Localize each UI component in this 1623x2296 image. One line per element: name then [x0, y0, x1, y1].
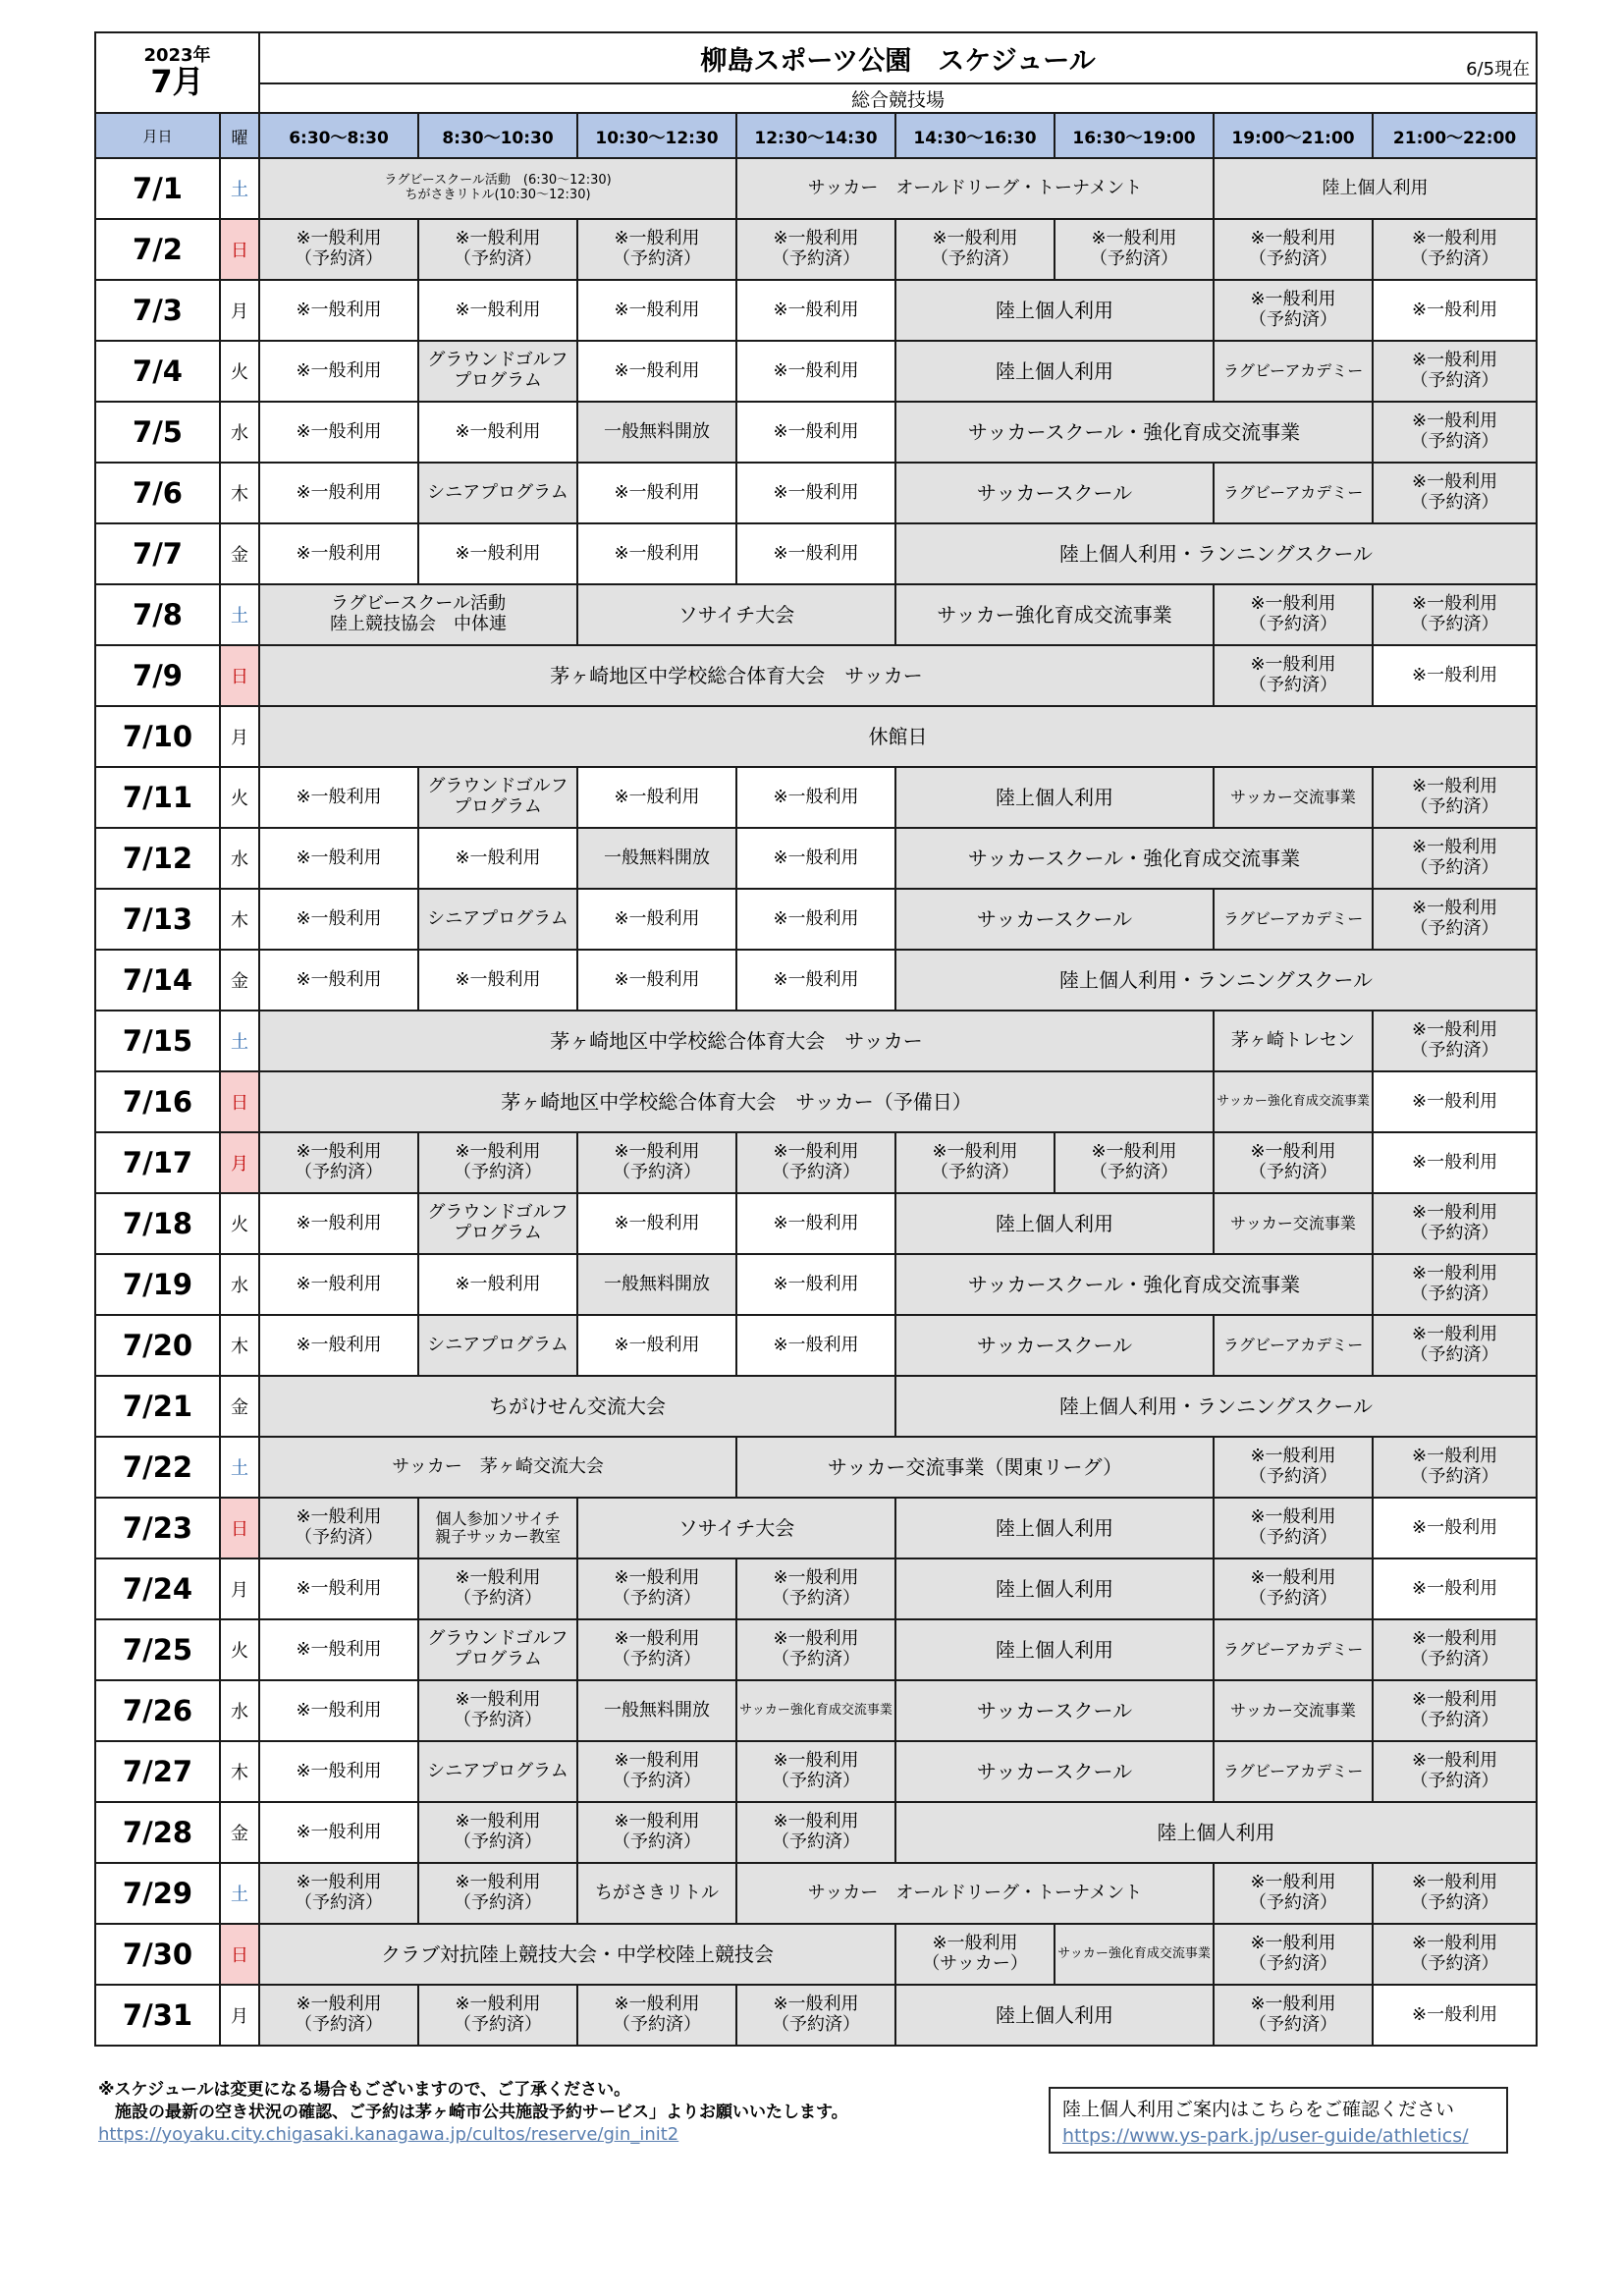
schedule-cell: ※一般利用 — [1373, 645, 1537, 706]
schedule-cell: ※一般利用 — [736, 1254, 895, 1315]
weekday-cell: 金 — [220, 523, 259, 584]
schedule-cell: サッカー強化育成交流事業 — [895, 584, 1214, 645]
weekday-cell: 火 — [220, 1619, 259, 1680]
schedule-cell: 茅ヶ崎地区中学校総合体育大会 サッカー — [259, 1011, 1214, 1071]
slot-header: 8:30～10:30 — [418, 113, 577, 158]
weekday-cell: 土 — [220, 584, 259, 645]
schedule-cell: ※一般利用 （予約済） — [895, 1132, 1055, 1193]
slot-header: 6:30～8:30 — [259, 113, 418, 158]
schedule-cell: サッカースクール・強化育成交流事業 — [895, 828, 1373, 889]
schedule-cell: ※一般利用 （予約済） — [1373, 828, 1537, 889]
schedule-cell: ※一般利用 （予約済） — [1214, 1437, 1373, 1498]
schedule-row — [95, 1680, 1537, 1741]
schedule-cell: ※一般利用 （予約済） — [1214, 1863, 1373, 1924]
slot-header: 12:30～14:30 — [736, 113, 895, 158]
schedule-row — [95, 402, 1537, 463]
weekday-cell: 木 — [220, 889, 259, 950]
schedule-cell: ※一般利用 （予約済） — [577, 1802, 736, 1863]
schedule-row — [95, 1498, 1537, 1558]
schedule-cell: ※一般利用 （予約済） — [1055, 219, 1214, 280]
schedule-cell: ※一般利用 （予約済） — [1214, 1498, 1373, 1558]
reservation-link[interactable]: https://yoyaku.city.chigasaki.kanagawa.jp/cultos/reserve/gin_init2 — [98, 2124, 679, 2145]
schedule-cell: ※一般利用 （予約済） — [418, 1863, 577, 1924]
schedule-cell: ※一般利用 （予約済） — [1214, 219, 1373, 280]
venue-label: 総合競技場 — [259, 83, 1537, 113]
schedule-cell: 陸上個人利用 — [895, 341, 1214, 402]
athletics-info-box — [1049, 2087, 1508, 2154]
date-cell: 7/31 — [95, 1985, 220, 2046]
weekday-cell: 日 — [220, 219, 259, 280]
schedule-cell: サッカー交流事業 — [1214, 1680, 1373, 1741]
schedule-cell: ※一般利用 （サッカー） — [895, 1924, 1055, 1985]
schedule-cell: 個人参加ソサイチ 親子サッカー教室 — [418, 1498, 577, 1558]
date-cell: 7/17 — [95, 1132, 220, 1193]
date-cell: 7/16 — [95, 1071, 220, 1132]
schedule-cell: 陸上個人利用 — [1214, 158, 1537, 219]
schedule-body — [95, 32, 1537, 2046]
schedule-cell: ※一般利用 （予約済） — [577, 1132, 736, 1193]
schedule-row — [95, 1011, 1537, 1071]
schedule-cell: サッカー交流事業（関東リーグ） — [736, 1437, 1214, 1498]
date-cell: 7/21 — [95, 1376, 220, 1437]
weekday-cell: 木 — [220, 1315, 259, 1376]
date-cell: 7/12 — [95, 828, 220, 889]
schedule-cell: ラグビーアカデミー — [1214, 1741, 1373, 1802]
col-date-header: 月日 — [95, 113, 220, 158]
schedule-cell: ラグビーアカデミー — [1214, 889, 1373, 950]
schedule-cell: ※一般利用 — [736, 828, 895, 889]
schedule-cell: ※一般利用 （予約済） — [736, 1619, 895, 1680]
schedule-cell: シニアプログラム — [418, 1741, 577, 1802]
schedule-cell: ※一般利用 （予約済） — [1373, 1741, 1537, 1802]
schedule-cell: 一般無料開放 — [577, 402, 736, 463]
schedule-cell: サッカースクール — [895, 463, 1214, 523]
schedule-cell: ※一般利用 （予約済） — [1373, 219, 1537, 280]
schedule-cell: ※一般利用 — [577, 950, 736, 1011]
schedule-cell: ※一般利用 （予約済） — [1214, 1924, 1373, 1985]
weekday-cell: 土 — [220, 158, 259, 219]
schedule-row — [95, 889, 1537, 950]
schedule-cell: ラグビースクール活動 (6:30～12:30) ちがさきリトル(10:30～12:30) — [259, 158, 736, 219]
schedule-row — [95, 1863, 1537, 1924]
schedule-cell: ※一般利用 （予約済） — [1055, 1132, 1214, 1193]
schedule-cell: 茅ヶ崎トレセン — [1214, 1011, 1373, 1071]
schedule-cell: ソサイチ大会 — [577, 1498, 895, 1558]
date-cell: 7/9 — [95, 645, 220, 706]
weekday-cell: 木 — [220, 463, 259, 523]
schedule-row — [95, 706, 1537, 767]
date-cell: 7/20 — [95, 1315, 220, 1376]
schedule-cell: サッカースクール — [895, 1315, 1214, 1376]
weekday-cell: 月 — [220, 1558, 259, 1619]
schedule-cell: ※一般利用 （予約済） — [1373, 1315, 1537, 1376]
weekday-cell: 土 — [220, 1437, 259, 1498]
schedule-cell: 陸上個人利用・ランニングスクール — [895, 950, 1537, 1011]
schedule-cell: ※一般利用 — [259, 523, 418, 584]
schedule-cell: ※一般利用 — [736, 523, 895, 584]
schedule-row — [95, 158, 1537, 219]
weekday-cell: 火 — [220, 767, 259, 828]
date-cell: 7/4 — [95, 341, 220, 402]
date-cell: 7/3 — [95, 280, 220, 341]
schedule-cell: サッカー交流事業 — [1214, 1193, 1373, 1254]
schedule-row — [95, 584, 1537, 645]
schedule-cell: クラブ対抗陸上競技大会・中学校陸上競技会 — [259, 1924, 895, 1985]
schedule-cell: ※一般利用 （予約済） — [259, 1498, 418, 1558]
date-cell: 7/15 — [95, 1011, 220, 1071]
schedule-row — [95, 1558, 1537, 1619]
schedule-cell: サッカー強化育成交流事業 — [736, 1680, 895, 1741]
schedule-cell: ラグビーアカデミー — [1214, 1315, 1373, 1376]
schedule-cell: ※一般利用 — [259, 1193, 418, 1254]
schedule-cell: サッカー 茅ヶ崎交流大会 — [259, 1437, 736, 1498]
slot-header-row — [95, 113, 1537, 158]
schedule-row — [95, 1132, 1537, 1193]
schedule-cell: ※一般利用 — [1373, 280, 1537, 341]
date-cell: 7/10 — [95, 706, 220, 767]
schedule-cell: ※一般利用 — [736, 341, 895, 402]
schedule-cell: ※一般利用 — [418, 950, 577, 1011]
weekday-cell: 日 — [220, 1924, 259, 1985]
schedule-cell: サッカースクール・強化育成交流事業 — [895, 402, 1373, 463]
schedule-cell: ちがけせん交流大会 — [259, 1376, 895, 1437]
schedule-cell: ソサイチ大会 — [577, 584, 895, 645]
date-cell: 7/2 — [95, 219, 220, 280]
slot-header: 10:30～12:30 — [577, 113, 736, 158]
schedule-cell: ※一般利用 — [736, 402, 895, 463]
schedule-cell: ※一般利用 — [1373, 1985, 1537, 2046]
slot-header: 21:00～22:00 — [1373, 113, 1537, 158]
date-cell: 7/5 — [95, 402, 220, 463]
schedule-cell: ※一般利用 （予約済） — [1373, 1924, 1537, 1985]
schedule-cell: 一般無料開放 — [577, 828, 736, 889]
schedule-cell: ※一般利用 （予約済） — [259, 1863, 418, 1924]
weekday-cell: 木 — [220, 1741, 259, 1802]
schedule-cell: ※一般利用 （予約済） — [1214, 645, 1373, 706]
schedule-cell: サッカースクール — [895, 1741, 1214, 1802]
slot-header: 19:00～21:00 — [1214, 113, 1373, 158]
schedule-cell: ※一般利用 （予約済） — [1214, 280, 1373, 341]
date-cell: 7/6 — [95, 463, 220, 523]
schedule-cell: ※一般利用 — [1373, 1558, 1537, 1619]
schedule-cell: ※一般利用 （予約済） — [418, 1680, 577, 1741]
schedule-cell: ※一般利用 （予約済） — [418, 1132, 577, 1193]
schedule-cell: ※一般利用 （予約済） — [259, 219, 418, 280]
schedule-cell: グラウンドゴルフ プログラム — [418, 1193, 577, 1254]
schedule-cell: ※一般利用 （予約済） — [1373, 1011, 1537, 1071]
schedule-cell: シニアプログラム — [418, 463, 577, 523]
date-cell: 7/13 — [95, 889, 220, 950]
notes — [98, 2079, 848, 2124]
date-cell: 7/1 — [95, 158, 220, 219]
schedule-cell: 陸上個人利用・ランニングスクール — [895, 1376, 1537, 1437]
date-cell: 7/29 — [95, 1863, 220, 1924]
weekday-cell: 月 — [220, 1985, 259, 2046]
schedule-cell: ※一般利用 （予約済） — [1373, 1680, 1537, 1741]
weekday-cell: 火 — [220, 1193, 259, 1254]
schedule-cell: 陸上個人利用 — [895, 1985, 1214, 2046]
schedule-cell: シニアプログラム — [418, 1315, 577, 1376]
schedule-cell: 陸上個人利用 — [895, 767, 1214, 828]
schedule-cell: ※一般利用 — [577, 280, 736, 341]
schedule-cell: ※一般利用 （予約済） — [418, 1985, 577, 2046]
schedule-row — [95, 1193, 1537, 1254]
date-cell: 7/18 — [95, 1193, 220, 1254]
schedule-cell: ※一般利用 （予約済） — [577, 219, 736, 280]
schedule-cell: ※一般利用 — [418, 1254, 577, 1315]
year-month-cell — [95, 32, 259, 113]
athletics-guide-link[interactable]: https://www.ys-park.jp/user-guide/athletics/ — [1062, 2125, 1469, 2147]
schedule-cell: 茅ヶ崎地区中学校総合体育大会 サッカー（予備日） — [259, 1071, 1214, 1132]
date-cell: 7/14 — [95, 950, 220, 1011]
schedule-cell: ※一般利用 （予約済） — [418, 1558, 577, 1619]
date-cell: 7/26 — [95, 1680, 220, 1741]
schedule-cell: ※一般利用 （予約済） — [736, 1132, 895, 1193]
schedule-cell: ※一般利用 （予約済） — [736, 219, 895, 280]
schedule-cell: ※一般利用 （予約済） — [418, 1802, 577, 1863]
date-cell: 7/25 — [95, 1619, 220, 1680]
schedule-row — [95, 1437, 1537, 1498]
date-cell: 7/7 — [95, 523, 220, 584]
weekday-cell: 日 — [220, 1498, 259, 1558]
schedule-cell: ラグビースクール活動 陸上競技協会 中体連 — [259, 584, 577, 645]
schedule-cell: サッカー強化育成交流事業 — [1055, 1924, 1214, 1985]
schedule-cell: ※一般利用 — [259, 463, 418, 523]
schedule-cell: ※一般利用 — [418, 280, 577, 341]
schedule-cell: ※一般利用 （予約済） — [1373, 463, 1537, 523]
schedule-cell: ※一般利用 （予約済） — [1214, 584, 1373, 645]
schedule-cell: グラウンドゴルフ プログラム — [418, 1619, 577, 1680]
as-of-date: 6/5現在 — [1466, 59, 1531, 80]
schedule-cell: ※一般利用 （予約済） — [259, 1132, 418, 1193]
date-cell: 7/23 — [95, 1498, 220, 1558]
date-cell: 7/22 — [95, 1437, 220, 1498]
schedule-cell: サッカースクール — [895, 889, 1214, 950]
page-title: 柳島スポーツ公園 スケジュール — [700, 45, 1096, 77]
schedule-cell: ※一般利用 — [259, 828, 418, 889]
slot-header: 14:30～16:30 — [895, 113, 1055, 158]
month-label: 7月 — [150, 62, 204, 100]
schedule-cell: ※一般利用 — [259, 1619, 418, 1680]
weekday-cell: 日 — [220, 645, 259, 706]
weekday-cell: 水 — [220, 1680, 259, 1741]
weekday-cell: 月 — [220, 706, 259, 767]
schedule-cell: ※一般利用 （予約済） — [736, 1802, 895, 1863]
schedule-cell: ※一般利用 （予約済） — [1373, 767, 1537, 828]
weekday-cell: 土 — [220, 1011, 259, 1071]
weekday-cell: 月 — [220, 1132, 259, 1193]
schedule-cell: ※一般利用 （予約済） — [1373, 1437, 1537, 1498]
schedule-row — [95, 280, 1537, 341]
schedule-row — [95, 1741, 1537, 1802]
schedule-cell: サッカー オールドリーグ・トーナメント — [736, 158, 1214, 219]
schedule-cell: ※一般利用 （予約済） — [736, 1558, 895, 1619]
note-line-1: ※スケジュールは変更になる場合もございますので、ご了承ください。 — [98, 2080, 631, 2100]
schedule-cell: ※一般利用 — [259, 1558, 418, 1619]
schedule-cell: ※一般利用 （予約済） — [1373, 889, 1537, 950]
weekday-cell: 水 — [220, 1254, 259, 1315]
schedule-cell: ※一般利用 （予約済） — [1373, 584, 1537, 645]
schedule-row — [95, 1071, 1537, 1132]
date-cell: 7/19 — [95, 1254, 220, 1315]
note-line-2: 施設の最新の空き状況の確認、ご予約は茅ヶ崎市公共施設予約サービス」よりお願いいたします。 — [98, 2102, 848, 2122]
weekday-cell: 金 — [220, 1376, 259, 1437]
schedule-row — [95, 1802, 1537, 1863]
schedule-table — [94, 31, 1538, 2047]
schedule-cell: ラグビーアカデミー — [1214, 463, 1373, 523]
schedule-cell: グラウンドゴルフ プログラム — [418, 341, 577, 402]
schedule-row — [95, 341, 1537, 402]
schedule-cell: 陸上個人利用 — [895, 280, 1214, 341]
schedule-cell: ちがさきリトル — [577, 1863, 736, 1924]
venue-row — [95, 83, 1537, 113]
schedule-row — [95, 463, 1537, 523]
schedule-cell: ※一般利用 （予約済） — [736, 1741, 895, 1802]
schedule-cell: ※一般利用 — [418, 402, 577, 463]
schedule-cell: ラグビーアカデミー — [1214, 341, 1373, 402]
schedule-cell: ※一般利用 — [418, 523, 577, 584]
schedule-cell: ※一般利用 — [259, 1680, 418, 1741]
weekday-cell: 火 — [220, 341, 259, 402]
schedule-cell: ※一般利用 — [418, 828, 577, 889]
schedule-cell: ※一般利用 （予約済） — [577, 1985, 736, 2046]
page-title-cell — [259, 32, 1537, 83]
schedule-cell: ※一般利用 — [259, 1315, 418, 1376]
schedule-cell: ※一般利用 — [736, 767, 895, 828]
schedule-cell: ※一般利用 （予約済） — [1214, 1132, 1373, 1193]
schedule-cell: ※一般利用 — [1373, 1132, 1537, 1193]
schedule-cell: ※一般利用 — [577, 523, 736, 584]
schedule-cell: ※一般利用 — [577, 1193, 736, 1254]
schedule-cell: ※一般利用 — [577, 1315, 736, 1376]
schedule-cell: ※一般利用 （予約済） — [1373, 402, 1537, 463]
schedule-cell: ※一般利用 — [577, 341, 736, 402]
date-cell: 7/30 — [95, 1924, 220, 1985]
schedule-row — [95, 1254, 1537, 1315]
schedule-cell: サッカースクール・強化育成交流事業 — [895, 1254, 1373, 1315]
schedule-cell: ラグビーアカデミー — [1214, 1619, 1373, 1680]
schedule-cell: グラウンドゴルフ プログラム — [418, 767, 577, 828]
schedule-cell: ※一般利用 — [259, 1802, 418, 1863]
schedule-cell: ※一般利用 — [736, 889, 895, 950]
schedule-cell: ※一般利用 （予約済） — [1373, 1193, 1537, 1254]
schedule-cell: ※一般利用 （予約済） — [1214, 1558, 1373, 1619]
weekday-cell: 月 — [220, 280, 259, 341]
schedule-cell: 陸上個人利用 — [895, 1802, 1537, 1863]
schedule-cell: ※一般利用 （予約済） — [418, 219, 577, 280]
schedule-cell: ※一般利用 （予約済） — [577, 1619, 736, 1680]
schedule-cell: ※一般利用 — [259, 1741, 418, 1802]
schedule-cell: 一般無料開放 — [577, 1254, 736, 1315]
schedule-cell: ※一般利用 （予約済） — [1214, 1985, 1373, 2046]
schedule-cell: 陸上個人利用 — [895, 1193, 1214, 1254]
schedule-cell: サッカースクール — [895, 1680, 1214, 1741]
schedule-cell: ※一般利用 — [736, 1193, 895, 1254]
schedule-row — [95, 1924, 1537, 1985]
schedule-cell: ※一般利用 — [577, 767, 736, 828]
schedule-cell: ※一般利用 — [1373, 1071, 1537, 1132]
schedule-row — [95, 219, 1537, 280]
schedule-cell: ※一般利用 — [259, 889, 418, 950]
schedule-cell: ※一般利用 （予約済） — [259, 1985, 418, 2046]
weekday-cell: 日 — [220, 1071, 259, 1132]
schedule-cell: 休館日 — [259, 706, 1537, 767]
slot-header: 16:30～19:00 — [1055, 113, 1214, 158]
schedule-cell: 一般無料開放 — [577, 1680, 736, 1741]
schedule-cell: ※一般利用 — [259, 1254, 418, 1315]
schedule-cell: ※一般利用 （予約済） — [577, 1558, 736, 1619]
schedule-row — [95, 828, 1537, 889]
weekday-cell: 水 — [220, 402, 259, 463]
schedule-cell: 陸上個人利用・ランニングスクール — [895, 523, 1537, 584]
schedule-row — [95, 1985, 1537, 2046]
schedule-cell: 茅ヶ崎地区中学校総合体育大会 サッカー — [259, 645, 1214, 706]
schedule-cell: 陸上個人利用 — [895, 1498, 1214, 1558]
schedule-cell: 陸上個人利用 — [895, 1619, 1214, 1680]
schedule-cell: ※一般利用 — [259, 767, 418, 828]
schedule-cell: ※一般利用 — [736, 1315, 895, 1376]
schedule-cell: ※一般利用 — [259, 950, 418, 1011]
schedule-cell: ※一般利用 — [577, 463, 736, 523]
date-cell: 7/27 — [95, 1741, 220, 1802]
weekday-cell: 金 — [220, 1802, 259, 1863]
schedule-cell: ※一般利用 — [577, 889, 736, 950]
weekday-cell: 土 — [220, 1863, 259, 1924]
schedule-cell: ※一般利用 — [736, 950, 895, 1011]
schedule-row — [95, 1376, 1537, 1437]
title-row — [95, 32, 1537, 83]
schedule-cell: 陸上個人利用 — [895, 1558, 1214, 1619]
schedule-cell: ※一般利用 — [259, 280, 418, 341]
weekday-cell: 金 — [220, 950, 259, 1011]
schedule-cell: ※一般利用 （予約済） — [1373, 1254, 1537, 1315]
schedule-row — [95, 950, 1537, 1011]
schedule-row — [95, 1619, 1537, 1680]
schedule-cell: ※一般利用 （予約済） — [577, 1741, 736, 1802]
schedule-cell: シニアプログラム — [418, 889, 577, 950]
schedule-cell: ※一般利用 （予約済） — [1373, 341, 1537, 402]
schedule-row — [95, 645, 1537, 706]
year-label: 2023年 — [143, 44, 211, 66]
date-cell: 7/28 — [95, 1802, 220, 1863]
schedule-row — [95, 523, 1537, 584]
schedule-cell: ※一般利用 （予約済） — [1373, 1863, 1537, 1924]
schedule-cell: サッカー交流事業 — [1214, 767, 1373, 828]
schedule-cell: ※一般利用 — [736, 280, 895, 341]
date-cell: 7/8 — [95, 584, 220, 645]
schedule-cell: ※一般利用 （予約済） — [895, 219, 1055, 280]
schedule-row — [95, 767, 1537, 828]
schedule-cell: ※一般利用 （予約済） — [736, 1985, 895, 2046]
info-box-text: 陸上個人利用ご案内はこちらをご確認ください — [1062, 2099, 1455, 2120]
col-weekday-header: 曜 — [220, 113, 259, 158]
schedule-cell: サッカー オールドリーグ・トーナメント — [736, 1863, 1214, 1924]
schedule-cell: ※一般利用 （予約済） — [1373, 1619, 1537, 1680]
schedule-cell: ※一般利用 — [259, 402, 418, 463]
date-cell: 7/24 — [95, 1558, 220, 1619]
schedule-cell: ※一般利用 — [1373, 1498, 1537, 1558]
schedule-row — [95, 1315, 1537, 1376]
schedule-cell: ※一般利用 — [736, 463, 895, 523]
weekday-cell: 水 — [220, 828, 259, 889]
date-cell: 7/11 — [95, 767, 220, 828]
schedule-cell: ※一般利用 — [259, 341, 418, 402]
schedule-cell: サッカー強化育成交流事業 — [1214, 1071, 1373, 1132]
